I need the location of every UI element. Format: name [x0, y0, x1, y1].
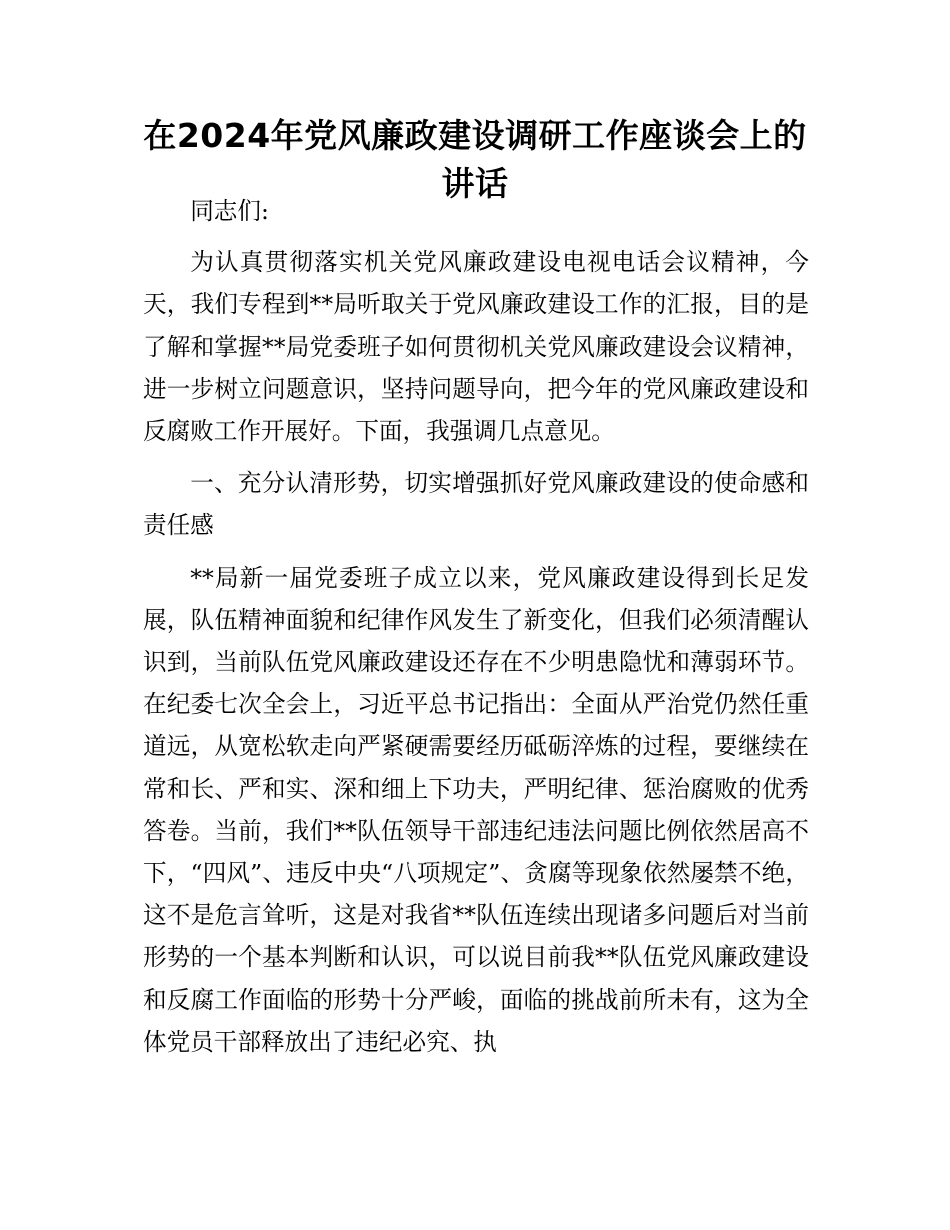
document-title: 在2024年党风廉政建设调研工作座谈会上的讲话 [143, 116, 807, 203]
section-heading-1: 一、充分认清形势，切实增强抓好党风廉政建设的使命感和责任感 [143, 469, 809, 540]
paragraph-situation: **局新一届党委班子成立以来，党风廉政建设得到长足发展，队伍精神面貌和纪律作风发生了新变化，但我们必须清醒认识到，当前队伍党风廉政建设还存在不少明患隐忧和薄弱环节。在纪委七次全会上，习近平总书记指出：全面从严治党仍然任重道远，从宽松软走向严紧硬需要经历砥砺淬炼的过程，要继续在常和长、严和实、深和细上下功夫，严明纪律、惩治腐败的优秀答卷。当前，我们**队伍领导干部违纪违法问题比例依然居高不下，“四风”、违反中央“八项规定”、贪腐等现象依然屡禁不绝，这不是危言耸听，这是对我省**队伍连续出现诸多问题后对当前形势的一个基本判断和认识，可以说目前我**队伍党风廉政建设和反腐工作面临的形势十分严峻，面临的挑战前所未有，这为全体党员干部释放出了违纪必究、执 [143, 563, 809, 1056]
paragraph-intro: 为认真贯彻落实机关党风廉政建设电视电话会议精神，今天，我们专程到**局听取关于党风廉政建设工作的汇报，目的是了解和掌握**局党委班子如何贯彻机关党风廉政建设会议精神，进一步树立问题意识，坚持问题导向，把今年的党风廉政建设和反腐败工作开展好。下面，我强调几点意见。 [143, 248, 809, 446]
document-body [143, 190, 809, 1063]
salutation: 同志们: [190, 197, 269, 225]
